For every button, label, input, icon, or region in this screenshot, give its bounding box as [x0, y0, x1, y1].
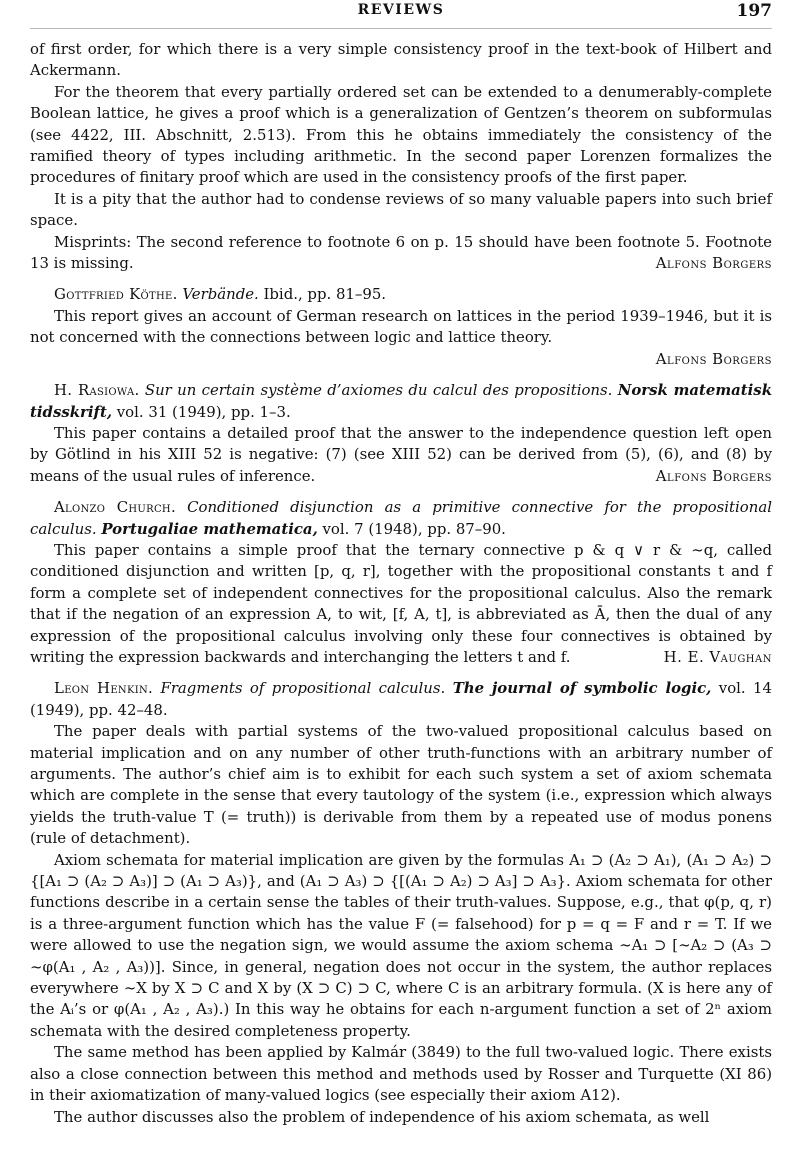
paragraph: The author discusses also the problem of independence of his axiom schemata, as well	[54, 1107, 710, 1126]
citation	[30, 380, 772, 423]
author-name: H. Rasiowa.	[54, 381, 140, 400]
paragraph: The same method has been applied by Kalmár (3849) to the full two-valued logic. There exists also a close connection between this method and methods used by Rosser and Turquette (XI 86) in their axiomatization of many-valued logics (see especially their axiom A12).	[30, 1043, 772, 1105]
journal-name: Portugaliae mathematica,	[101, 519, 318, 538]
reviewer-signature: Alfons Borgers	[655, 254, 772, 273]
review-text: This paper contains a simple proof that the ternary connective p & q ∨ r & ∼q, called conditioned disjunction and written [p, q, r], together with the propositional constants t and f form a complete set of independent connectives for the propositional calculus. Also the remark that if the negation of an expression A, to wit, [f, A, t], is abbreviated as Ā, then the dual of any expression of the propositional calculus involving only these four connectives is obtained by writing the expression backwards and interchanging the letters t and f.	[30, 540, 772, 666]
paragraph: The paper deals with partial systems of the two-valued propositional calculus based on material implication and on any number of other truth-functions with an arbitrary number of arguments. The author’s chief aim is to exhibit for each such system a set of axiom schemata which are complete in the sense that every tautology of the system (i.e., expression which always yields the truth-value T (= truth)) is derivable from them by a repeated use of modus ponens (rule of detachment).	[30, 722, 772, 848]
review-body	[30, 540, 772, 668]
reviewer-signature: Alfons Borgers	[655, 349, 772, 368]
work-title: Sur un certain système d’axiomes du calcul des propositions.	[144, 381, 613, 400]
citation	[30, 497, 772, 540]
paragraph: It is a pity that the author had to condense reviews of so many valuable papers into such brief space.	[30, 189, 772, 230]
paragraph-text: Misprints: The second reference to footnote 6 on p. 15 should have been footnote 5. Footnote 13 is missing.	[30, 232, 772, 273]
review-entry	[30, 380, 772, 487]
work-title: Verbände.	[182, 285, 259, 304]
paragraph	[30, 232, 772, 275]
citation	[30, 678, 772, 721]
review-text: This paper contains a detailed proof that the answer to the independence question left open by Götlind in his XIII 52 is negative: (7) (see XIII 52) can be derived from (5), (6), and (8) by means of the usual rules of inference.	[30, 423, 772, 485]
page-body	[30, 39, 772, 1128]
citation	[30, 284, 772, 305]
author-name: Alonzo Church.	[54, 498, 176, 517]
citation-details: Ibid., pp. 81–95.	[263, 285, 387, 304]
paragraph: of first order, for which there is a very simple consistency proof in the text-book of Hilbert and Ackermann.	[30, 40, 772, 80]
paragraph: For the theorem that every partially ordered set can be extended to a denumerably-complete Boolean lattice, he gives a proof which is a generalization of Gentzen’s theorem on subformulas (see 4422, III. Abschnitt, 2.513). From this he obtains immediately the consistency of the ramified theory of types including arithmetic. In the second paper Lorenzen formalizes the procedures of finitary proof which are used in the consistency proofs of the first paper.	[30, 82, 772, 187]
page-header	[30, 0, 772, 29]
review-continuation	[30, 39, 772, 274]
review-body	[30, 423, 772, 487]
journal-name: Norsk matematisk tidsskrift,	[30, 381, 773, 421]
review-entry	[30, 678, 772, 1128]
journal-name: The journal of symbolic logic,	[452, 679, 712, 698]
review-entry	[30, 284, 772, 370]
page	[30, 0, 772, 1128]
page-number: 197	[736, 1, 772, 21]
citation-details: vol. 31 (1949), pp. 1–3.	[116, 402, 291, 421]
citation-details: vol. 14 (1949), pp. 42–48.	[30, 679, 773, 719]
author-name: Leon Henkin.	[54, 679, 154, 698]
reviewer-signature: Alfons Borgers	[655, 466, 772, 485]
review-body: This report gives an account of German research on lattices in the period 1939–1946, but it is not concerned with the connections between logic and lattice theory.	[30, 306, 772, 347]
paragraph: Axiom schemata for material implication are given by the formulas A₁ ⊃ (A₂ ⊃ A₁), (A₁ ⊃ A₂) ⊃ {[A₁ ⊃ (A₂ ⊃ A₃)] ⊃ (A₁ ⊃ A₃)}, and (A₁ ⊃ A₃) ⊃ {[(A₁ ⊃ A₂) ⊃ A₃] ⊃ A₃}. Axiom schemata for other functions describe in a certain sense the tables of their truth-values. Suppose, e.g., that φ(p, q, r) is a three-argument function which has the value F (= falsehood) for p = q = F and r = T. If we were allowed to use the negation sign, we would assume the axiom schema ∼A₁ ⊃ [∼A₂ ⊃ (A₃ ⊃ ∼φ(A₁ , A₂ , A₃))]. Since, in general, negation does not occur in the system, the author replaces everywhere ∼X by X ⊃ C and X by (X ⊃ C) ⊃ C, where C is an arbitrary formula. (X is here any of the Aᵢ’s or φ(A₁ , A₂ , A₃).) In this way he obtains for each n-argument function a set of 2ⁿ axiom schemata with the desired completeness property.	[30, 850, 772, 1040]
review-entry	[30, 497, 772, 668]
work-title: Conditioned disjunction as a primitive connective for the propositional calculus.	[30, 498, 772, 538]
work-title: Fragments of propositional calculus.	[160, 679, 446, 698]
author-name: Gottfried Köthe.	[54, 285, 178, 304]
running-title: REVIEWS	[357, 2, 445, 18]
reviewer-signature: H. E. Vaughan	[663, 647, 772, 666]
citation-details: vol. 7 (1948), pp. 87–90.	[322, 519, 506, 538]
